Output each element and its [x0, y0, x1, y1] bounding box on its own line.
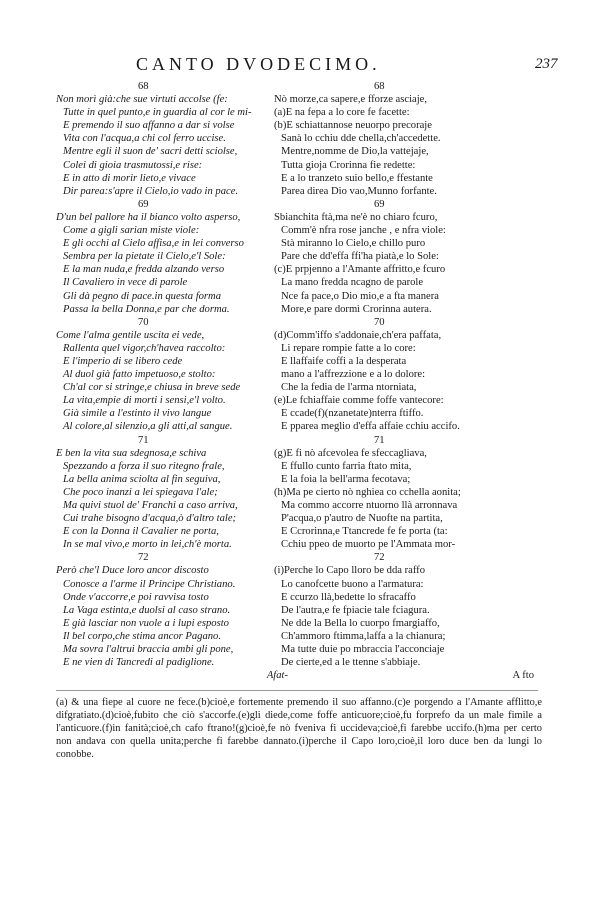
verse-line: Però che'l Duce loro ancor discosto	[56, 565, 209, 577]
verse-line: Sbianchita ftà,ma ne'è no chiaro fcuro,	[274, 211, 438, 223]
verse-line: Passa la bella Donna,e par che dorma.	[63, 303, 230, 315]
catchword: Afat-	[266, 670, 288, 682]
verse-line: La vita,empie di morti i sensi,e'l volto.	[63, 395, 226, 407]
verse-line: D'un bel pallore ha il bianco volto asperso,	[56, 211, 241, 223]
italian-text-column	[56, 80, 290, 682]
verse-line: mano a l'affrezzione e a lo dolore:	[281, 369, 426, 381]
verse-line: Ma tutte duie po mbraccia l'acconciaje	[281, 644, 445, 656]
verse-line: Gli dà pegno di pace.in questa forma	[63, 290, 222, 302]
verse-line: Lo canofcette buono a l'armatura:	[281, 578, 424, 590]
verse-line: Il bel corpo,che stima ancor Pagano.	[63, 630, 221, 642]
verse-line: Come a gigli sarian miste viole:	[63, 225, 200, 237]
verse-line: E Ccrorinna,e Ttancrede fe fe porta (ta:	[281, 526, 448, 538]
verse-line: E ben la vita sua sdegnosa,e schiva	[56, 447, 207, 459]
verse-line: Mentre egli il suon de' sacri detti sciolse,	[63, 146, 238, 158]
verse-line: Ma quivi stuol de' Franchi a caso arriva,	[63, 500, 238, 511]
stanza-number: 72	[138, 552, 149, 564]
stanza-number: 72	[374, 552, 385, 564]
verse-line: More,e pare dormì Crorinna autera.	[281, 303, 432, 315]
verse-line: Ch'al cor si stringe,e chiusa in breve sede	[63, 382, 241, 394]
stanza-number: 68	[374, 81, 385, 92]
verse-line: De l'autra,e fe fpiacie tale fciagura.	[281, 604, 430, 616]
verse-line: Ma sovra l'altrui braccia ambi gli pone,	[63, 644, 234, 656]
verse-line: (b)E schiattannose neuorpo precoraje	[274, 120, 432, 132]
verse-line: Dir parea:s'apre il Cielo,io vado in pace.	[63, 185, 239, 197]
verse-line: Che poco inanzi a lei spiegava l'ale;	[63, 486, 218, 498]
verse-line: Vita con l'acqua,a chi col ferro uccise.	[63, 133, 226, 145]
verse-line: (h)Ma pe cierto nò nghiea co cchella aonita;	[274, 486, 461, 498]
verse-line: In se mal vivo,e morto in lei,ch'è morta.	[63, 539, 232, 551]
verse-line: E ne vien di Tancredi al padiglione.	[63, 657, 215, 669]
stanza-number: 71	[374, 434, 385, 446]
verse-line: Nce fa pace,o Dio mio,e a fta manera	[281, 290, 439, 302]
verse-line: Sembra per la pietate il Cielo,e'l Sole:	[63, 251, 226, 263]
verse-line: Al colore,al silenzio,a gli atti,al sangue.	[63, 421, 233, 433]
verse-line: Cchiu ppeo de muorto pe l'Ammata mor-	[281, 539, 456, 551]
stanza-number: 69	[374, 198, 385, 210]
verse-line: E pparea meglio d'effa affaie cchiu accifo.	[281, 421, 460, 433]
stanza-number: 70	[374, 316, 385, 328]
verse-line: E l'imperio di se libero cede	[63, 355, 183, 367]
verse-line: E la man nuda,e fredda alzando verso	[63, 264, 225, 276]
verse-line: Che la fedia de l'arma ntorniata,	[281, 382, 417, 394]
verse-line: De cierte,ed a le ttenne s'abbiaje.	[281, 657, 421, 669]
verse-line: E in atto di morir lieto,e vivace	[63, 172, 196, 184]
footnote-rule	[56, 690, 538, 691]
neapolitan-text-column	[274, 80, 536, 682]
stanza-number: 70	[138, 316, 149, 328]
verse-line: Il Cavaliero in vece di parole	[63, 277, 188, 289]
verse-line: La Vaga estinta,e duolsi al caso strano.	[63, 604, 231, 616]
verse-line: Ch'ammoro ftimma,laffa a la chianura;	[281, 630, 446, 642]
verse-line: E a lo tranzeto suio bello,e ffestante	[281, 172, 433, 184]
verse-line: La mano fredda ncagno de parole	[281, 277, 424, 289]
verse-line: Come l'alma gentile uscita ei vede,	[56, 329, 205, 341]
verse-line: Stà miranno lo Cielo,e chillo puro	[281, 238, 426, 250]
verse-line: Tutta gioja Crorinna fie redette:	[281, 159, 416, 171]
running-header	[0, 54, 597, 78]
verse-line: Cui trahe bisogno d'acqua,ò d'altro tale;	[63, 513, 237, 525]
verse-line: E premendo il suo affanno a dar si volse	[63, 120, 235, 132]
verse-line: E ccurzo llà,bedette lo sfracaffo	[281, 591, 416, 603]
verse-line: Onde v'accorre,e poi ravvisa tosto	[63, 591, 209, 603]
verse-line: E gli occhi al Cielo affisa,e in lei converso	[63, 238, 244, 250]
verse-line: Rallenta quel vigor,ch'havea raccolto:	[63, 342, 226, 354]
verse-line: E llaffaife coffi a la desperata	[281, 355, 407, 367]
verse-line: (e)Le fchiaffaie comme foffe vantecore:	[274, 395, 444, 407]
verse-line: (g)E fi nò afcevolea fe sfeccagliava,	[274, 447, 427, 459]
stanza-number: 68	[138, 81, 149, 92]
verse-line: Ma commo accorre ntuorno llà arronnava	[281, 500, 458, 511]
verse-line: Al duol già fatto impetuoso,e stolto:	[63, 369, 216, 381]
verse-line: Spezzando a forza il suo ritegno frale,	[63, 460, 225, 472]
verse-line: Mentre,nomme de Dio,la vattejaje,	[281, 146, 429, 158]
verse-line: Ne dde la Bella lo cuorpo fmargiaffo,	[281, 617, 440, 629]
footnotes: (a) & una fiepe al cuore ne fece.(b)cioè,e fortemente premendo il suo affanno.(c)e porgendo a l'Amante afflitto,e difgratiato.(d)cioè,fubito che ciò s'accorfe.(e)gli diede,come foffe anticuore;cioè,fu forprefo da un male fimile a l'anticuore.(f)in fanità;cioè,ch cafo ftrano!(g)cioè,fe nò fveniva fi uccideva;cioè,fi farebbe uccifo.(h)ma per certo non andava con quella unita;perche fi farebbe dannato.(i)perche il Capo loro,cioè,il loro duce ben da lungi lo conobbe.	[56, 697, 542, 760]
verse-line: Parea direa Dio vao,Munno forfante.	[281, 185, 437, 197]
verse-line: Già simile a l'estinto il vivo langue	[63, 408, 212, 420]
verse-line: Nò morze,ca sapere,e fforze asciaje,	[274, 94, 428, 106]
page-number: 237	[535, 56, 558, 72]
verse-line: Comm'è nfra rose janche , e nfra viole:	[281, 225, 446, 237]
verse-line: (d)Comm'iffo s'addonaie,ch'era paffata,	[274, 329, 442, 341]
verse-line: Non morì già:che sue virtuti accolse (fe:	[56, 94, 228, 106]
verse-line: E già lasciar non vuole a i lupi esposto	[63, 617, 229, 629]
running-title: CANTO DVODECIMO.	[136, 54, 381, 74]
verse-line: E ccade(f)(nzanetate)nterra ftiffo.	[281, 408, 424, 420]
stanza-number: 69	[138, 198, 149, 210]
verse-line: (c)E prpjenno a l'Amante affritto,e fcuro	[274, 264, 446, 276]
verse-line: Sanà lo cchiu dde chella,ch'accedette.	[281, 133, 441, 145]
verse-line: (a)E na fepa a lo core fe facette:	[274, 107, 410, 119]
stanza-number: 71	[138, 434, 149, 446]
catchword: A fto	[512, 670, 534, 682]
verse-line: E ffullo cunto farria ftato mita,	[281, 460, 412, 472]
verse-line: Li repare rompie fatte a lo core:	[281, 342, 416, 354]
verse-line: E con la Donna il Cavalier ne porta,	[63, 526, 219, 538]
verse-line: Colei di gioia trasmutossi,e rise:	[63, 159, 203, 171]
verse-line: E la foia la bell'arma fecotava;	[281, 473, 411, 485]
verse-line: Conosce a l'arme il Principe Christiano.	[63, 578, 236, 590]
verse-line: Pare che dd'effa ffi'ha piatà,e lo Sole:	[281, 251, 439, 263]
verse-line: (i)Perche lo Capo lloro be dda raffo	[274, 565, 426, 577]
verse-line: P'acqua,o p'autro de Nuofte na partita,	[281, 513, 443, 525]
verse-line: Tutte in quel punto,e in guardia al cor le mi-	[63, 107, 252, 119]
verse-line: La bella anima sciolta al fin seguiva,	[63, 473, 221, 485]
